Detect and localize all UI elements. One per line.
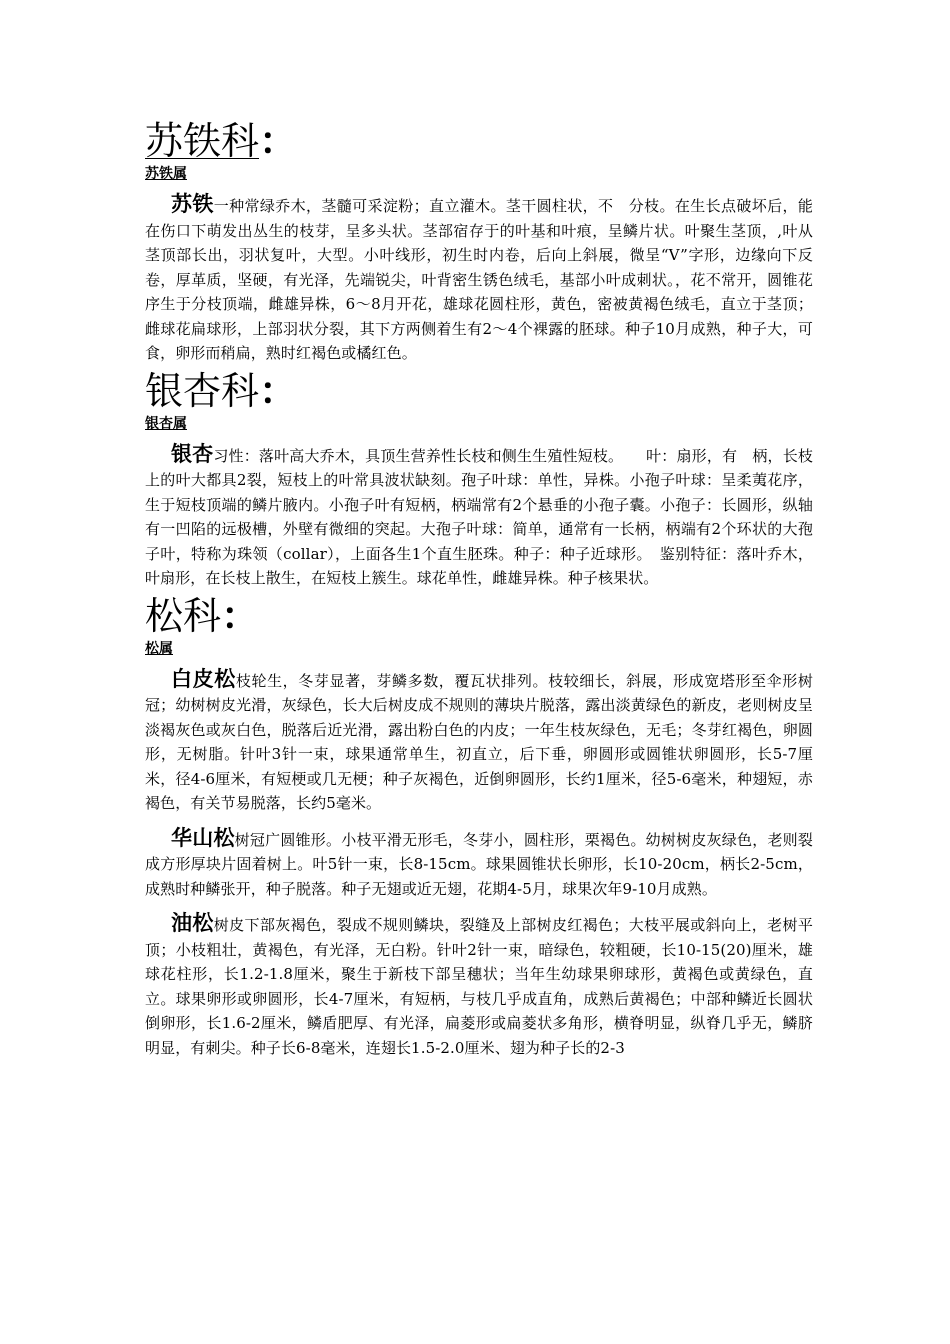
family-heading-ginkgoaceae (145, 368, 813, 414)
entry-paragraph (145, 667, 813, 816)
family-name: 松科 (145, 593, 222, 638)
family-name: 苏铁科 (145, 119, 260, 163)
family-heading-cycadaceae (145, 118, 813, 164)
heading-colon: ： (259, 119, 298, 163)
family-name: 银杏科 (145, 368, 260, 413)
entry-text: 习性：落叶高大乔木，具顶生营养性长枝和侧生生殖性短枝。 叶：扇形，有 柄，长枝上的叶大都具2裂，短枝上的叶常具波状缺刻。孢子叶球：单性，异株。小孢子叶球：呈柔荑花序，生于短枝顶端的鳞片腋内。小孢子叶有短柄，柄端常有2个悬垂的小孢子囊。小孢子：长圆形，纵轴有一凹陷的远极槽，外壁有微细的突起。大孢子叶球：简单，通常有一长柄，柄端有2个环状的大孢子叶，特称为珠领（collar），上面各生1个直生胚珠。种子：种子近球形。 鉴别特征：落叶乔木，叶扇形，在长枝上散生，在短枝上簇生。球花单性，雌雄异株。种子核果状。 (145, 446, 814, 587)
entry-paragraph (145, 442, 813, 591)
entry-lead: 油松 (171, 911, 214, 935)
document-page (145, 118, 813, 1060)
entry-text: 树皮下部灰褐色，裂成不规则鳞块，裂缝及上部树皮红褐色；大枝平展或斜向上，老树平顶；小枝粗壮，黄褐色，有光泽，无白粉。针叶2针一束，暗绿色，较粗硬，长10-15(20)厘米，雄球花柱形，长1.2-1.8厘米，聚生于新枝下部呈穗状；当年生幼球果卵球形，黄褐色或黄绿色，直立。球果卵形或卵圆形，长4-7厘米，有短柄，与枝几乎成直角，成熟后黄褐色；中部种鳞近长圆状倒卵形，长1.6-2厘米，鳞盾肥厚、有光泽，扁菱形或扁菱状多角形，横脊明显，纵脊几乎无，鳞脐明显，有刺尖。种子长6-8毫米，连翅长1.5-2.0厘米、翅为种子长的2-3 (145, 916, 813, 1057)
entry-text: 枝轮生，冬芽显著，芽鳞多数，覆瓦状排列。枝较细长，斜展，形成宽塔形至伞形树冠；幼树树皮光滑，灰绿色，长大后树皮成不规则的薄块片脱落，露出淡黄绿色的新皮，老则树皮呈淡褐灰色或灰白色，脱落后近光滑，露出粉白色的内皮；一年生枝灰绿色，无毛；冬芽红褐色，卵圆形，无树脂。针叶3针一束，球果通常单生，初直立，后下垂，卵圆形或圆锥状卵圆形，长5-7厘米，径4-6厘米，有短梗或几无梗；种子灰褐色，近倒卵圆形，长约1厘米，径5-6毫米，种翅短，赤褐色，有关节易脱落，长约5毫米。 (145, 671, 813, 812)
family-heading-pinaceae (145, 593, 813, 639)
entry-text: 树冠广圆锥形。小枝平滑无形毛，冬芽小，圆柱形，栗褐色。幼树树皮灰绿色，老则裂成方形厚块片固着树上。叶5针一束，长8-15cm。球果圆锥状长卵形，长10-20cm，柄长2-5cm，成熟时种鳞张开，种子脱落。种子无翅或近无翅，花期4-5月，球果次年9-10月成熟。 (145, 830, 813, 898)
entry-paragraph (145, 826, 813, 902)
heading-colon: ： (221, 593, 260, 638)
entry-text: 一种常绿乔木，茎髓可采淀粉；直立灌木。茎干圆柱状，不 分枝。在生长点破坏后，能在伤口下萌发出丛生的枝芽，呈多头状。茎部宿存于的叶基和叶痕，呈鳞片状。叶聚生茎顶，,叶从茎顶部长出，羽状复叶，大型。小叶线形，初生时内卷，后向上斜展，微呈“V”字形，边缘向下反卷，厚革质，坚硬，有光泽，先端锐尖，叶背密生锈色绒毛，基部小叶成刺状。，花不常开，圆锥花序生于分枝顶端，雌雄异株，6～8月开花，雄球花圆柱形，黄色，密被黄褐色绒毛，直立于茎顶；雌球花扁球形，上部羽状分裂，其下方两侧着生有2～4个裸露的胚球。种子10月成熟，种子大，可食，卵形而稍扁，熟时红褐色或橘红色。 (145, 197, 813, 362)
paragraph-gap (145, 901, 813, 911)
entry-paragraph (145, 911, 813, 1060)
paragraph-gap (145, 816, 813, 826)
genus-heading: 银杏属 (145, 415, 187, 432)
heading-colon: ： (259, 368, 298, 413)
entry-lead: 白皮松 (171, 666, 236, 691)
entry-lead: 华山松 (171, 825, 235, 850)
entry-lead: 苏铁 (171, 192, 214, 216)
entry-paragraph (145, 192, 813, 366)
genus-heading: 松属 (145, 640, 173, 657)
genus-heading: 苏铁属 (145, 166, 187, 182)
entry-lead: 银杏 (171, 441, 214, 466)
